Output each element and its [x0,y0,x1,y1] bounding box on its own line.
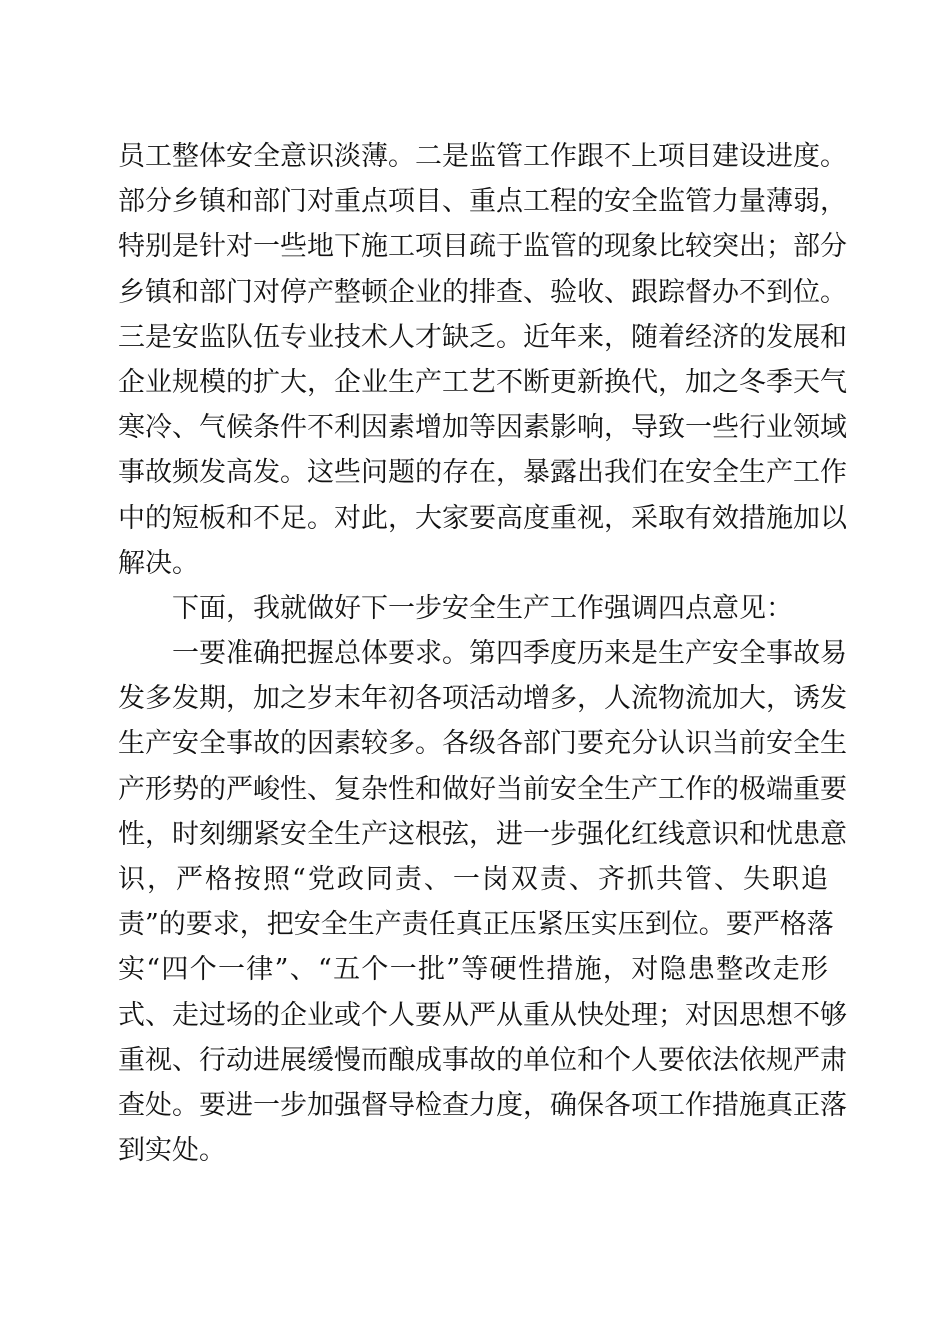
text-line: 生产安全事故的因素较多。各级各部门要充分认识当前安全生 [118,728,847,760]
text-line: 性，时刻绷紧安全生产这根弦，进一步强化红线意识和忧患意 [118,818,847,850]
text-line: 寒冷、气候条件不利因素增加等因素影响，导致一些行业领域 [118,412,847,444]
text-line: 实“四个一律”、“五个一批”等硬性措施，对隐患整改走形 [118,954,828,986]
text-line: 查处。要进一步加强督导检查力度，确保各项工作措施真正落 [118,1089,847,1121]
text-line: 到实处。 [118,1135,226,1167]
text-line: 发多发期，加之岁末年初各项活动增多，人流物流加大，诱发 [118,683,847,715]
text-line: 事故频发高发。这些问题的存在，暴露出我们在安全生产工作 [118,457,847,489]
text-line: 式、走过场的企业或个人要从严从重从快处理；对因思想不够 [118,999,847,1031]
document-body [118,134,847,1173]
text-line: 员工整体安全意识淡薄。二是监管工作跟不上项目建设进度。 [118,141,847,172]
text-line: 三是安监队伍专业技术人才缺乏。近年来，随着经济的发展和 [118,321,847,353]
text-line: 识，严格按照“党政同责、一岗双责、齐抓共管、失职追 [118,864,828,895]
text-line: 责”的要求，把安全生产责任真正压紧压实压到位。要严格落 [118,909,834,941]
text-line: 企业规模的扩大，企业生产工艺不断更新换代，加之冬季天气 [118,366,847,398]
text-line: 乡镇和部门对停产整顿企业的排查、验收、跟踪督办不到位。 [118,276,847,308]
text-line: 重视、行动进展缓慢而酿成事故的单位和个人要依法依规严肃 [118,1044,847,1076]
text-line: 解决。 [118,547,199,579]
text-line: 下面，我就做好下一步安全生产工作强调四点意见： [172,592,793,624]
text-line: 产形势的严峻性、复杂性和做好当前安全生产工作的极端重要 [118,773,847,805]
text-line: 特别是针对一些地下施工项目疏于监管的现象比较突出；部分 [118,231,847,263]
text-line: 中的短板和不足。对此，大家要高度重视，采取有效措施加以 [118,502,847,534]
text-line: 一要准确把握总体要求。第四季度历来是生产安全事故易 [172,638,847,670]
text-line: 部分乡镇和部门对重点项目、重点工程的安全监管力量薄弱， [118,186,847,218]
